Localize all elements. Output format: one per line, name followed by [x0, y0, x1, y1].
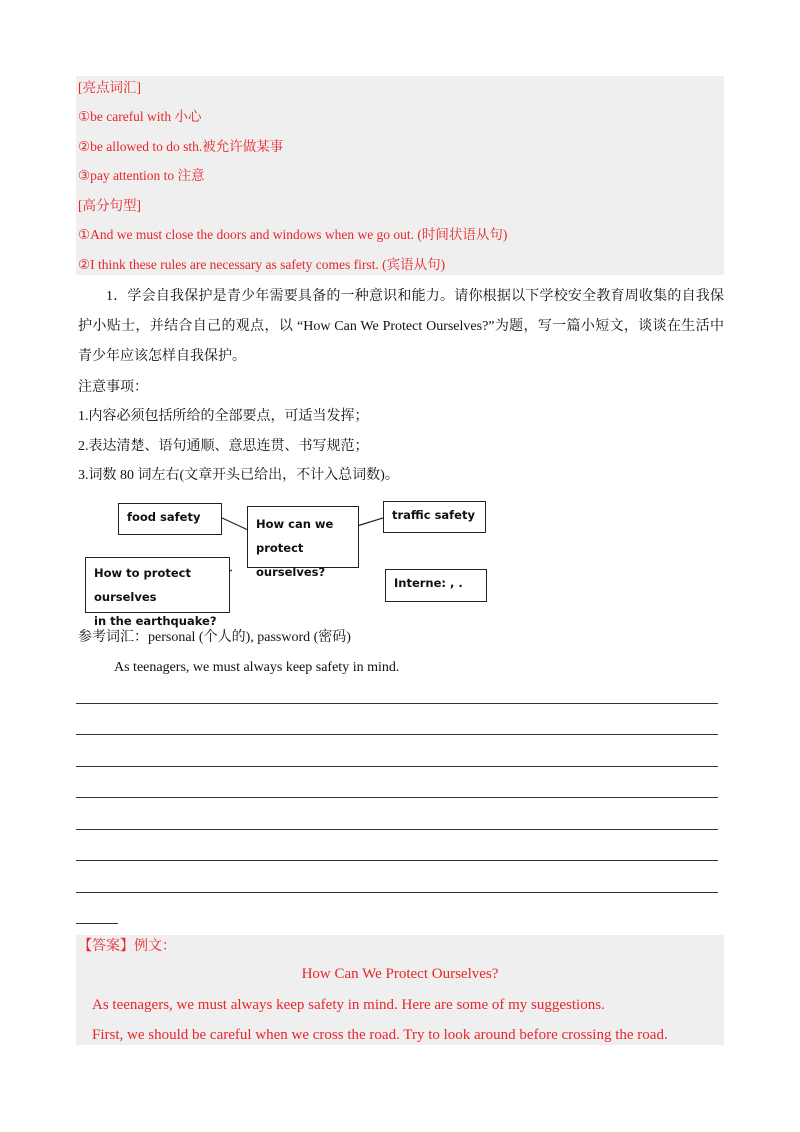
writing-line [76, 797, 718, 798]
writing-line [76, 734, 718, 735]
essay-opening: As teenagers, we must always keep safety in mind. [114, 660, 400, 675]
writing-line [76, 829, 718, 830]
answer-title: How Can We Protect Ourselves? [301, 966, 499, 982]
answer-line: First, we should be careful when we cross the road. Try to look around before crossing the road. [92, 1027, 668, 1043]
mindmap-earthquake-line: in the earthquake? [94, 614, 217, 628]
vocab-item: ②be allowed to do sth.被允许做某事 [78, 139, 284, 154]
vocab-item: ③pay attention to 注意 [78, 168, 205, 183]
mindmap-traffic-safety [383, 501, 486, 533]
notes-title: 注意事项： [78, 380, 148, 395]
note-item: 2.表达清楚、语句通顺、意思连贯、书写规范； [78, 439, 369, 454]
mindmap-earthquake [85, 557, 230, 628]
mindmap-internet [385, 569, 487, 602]
sentence-item: ②I think these rules are necessary as safety comes first. (宾语从句) [78, 257, 446, 272]
sentence-item: ①And we must close the doors and windows when we go out. (时间状语从句) [78, 227, 508, 242]
sentence-title: [高分句型] [78, 198, 141, 213]
question-paragraph: 1．学会自我保护是青少年需要具备的一种意识和能力。请你根据以下学校安全教育周收集的自我保护小贴士，并结合自己的观点，以 “How Can We Protect Ourselves?”为题，写一篇小短文，谈谈在生活中青少年应该怎样自我保护。 [78, 289, 724, 364]
mindmap-food-label: food safety [127, 510, 201, 524]
note-item: 3.词数 80 词左右(文章开头已给出，不计入总词数)。 [78, 468, 399, 483]
writing-line [76, 766, 718, 767]
mindmap-center [247, 506, 359, 579]
answer-line: As teenagers, we must always keep safety in mind. Here are some of my suggestions. [92, 997, 605, 1013]
mindmap-center-line: How can we protect [256, 517, 334, 555]
mindmap-food-safety [118, 503, 222, 535]
mindmap-internet-label: Interne: , . [394, 576, 463, 590]
note-item: 1.内容必须包括所给的全部要点，可适当发挥； [78, 409, 369, 424]
mindmap-traffic-label: traffic safety [392, 508, 475, 522]
vocab-item: ①be careful with 小心 [78, 109, 202, 124]
vocab-title: [亮点词汇] [78, 80, 141, 95]
reference-words: 参考词汇：personal (个人的), password (密码) [78, 630, 351, 645]
writing-line-short [76, 923, 118, 924]
mindmap-earthquake-line: How to protect ourselves [94, 566, 191, 604]
writing-line [76, 860, 718, 861]
mindmap-center-line: ourselves? [256, 565, 326, 579]
writing-line [76, 892, 718, 893]
writing-line [76, 703, 718, 704]
answer-label: 【答案】例文： [78, 939, 176, 954]
